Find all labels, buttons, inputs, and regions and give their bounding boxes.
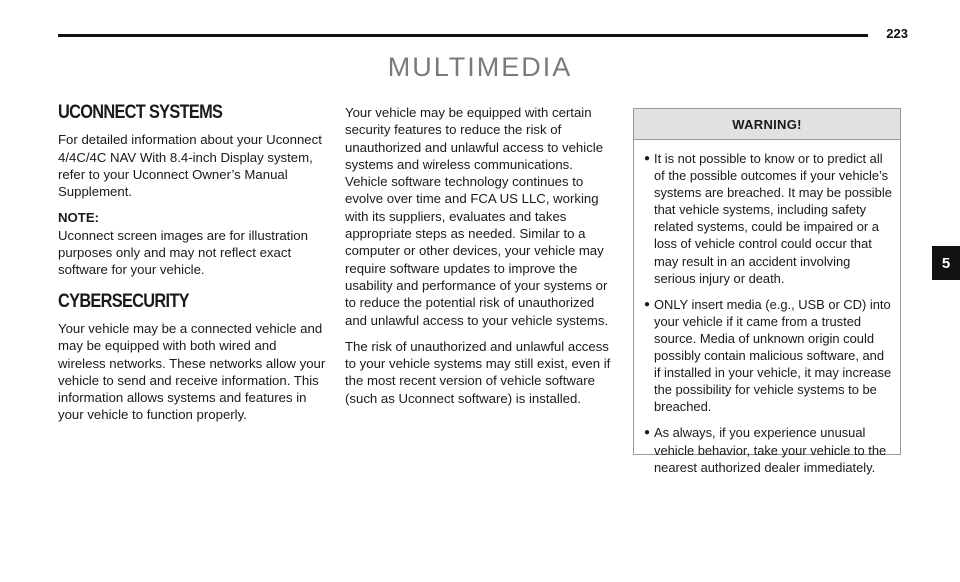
- warning-title: WARNING!: [634, 109, 900, 140]
- warning-item: [644, 150, 894, 287]
- warning-item-text: As always, if you experience unusual vehicle behavior, take your vehicle to the nearest authorized dealer immediately.: [654, 425, 887, 475]
- bullet-icon: ●: [644, 427, 651, 439]
- uconnect-heading: UCONNECT SYSTEMS: [58, 102, 223, 123]
- cybersecurity-paragraph-3: The risk of unauthorized and unlawful access to your vehicle systems may still exist, even if the most recent version of vehicle software (such as Uconnect software) is installed.: [345, 338, 611, 406]
- uconnect-intro: For detailed information about your Uconnect 4/4C/4C NAV With 8.4-inch Display system, refer to your Uconnect Owner’s Manual Supplement.: [58, 132, 322, 200]
- warning-item: [644, 424, 894, 475]
- page-number: 223: [886, 26, 908, 41]
- warning-item-text: It is not possible to know or to predict all of the possible outcomes if your vehicle’s systems are breached. It may be possible that vehicle systems, including safety related systems, could be impaired or a loss of vehicle control could occur that may result in an accident involving serious injury or death.: [654, 151, 892, 286]
- chapter-tab[interactable]: 5: [932, 246, 960, 280]
- left-column: [58, 104, 326, 433]
- warning-item: [644, 296, 894, 416]
- note-label: NOTE:: [58, 210, 100, 226]
- cybersecurity-paragraph-2: Your vehicle may be equipped with certain security features to reduce the risk of unauthorized and unlawful access to vehicle systems and wireless communications. Vehicle software technology continues to evolve over time and FCA US LLC, working with its suppliers, evaluates and takes appropriate steps as needed. Similar to a computer or other devices, your vehicle may require software updates to improve the usability and performance of your systems or to reduce the potential risk of unauthorized and unlawful access to your vehicle systems.: [345, 105, 609, 328]
- chapter-title: MULTIMEDIA: [387, 52, 573, 82]
- bullet-icon: ●: [644, 153, 651, 164]
- warning-box: [633, 108, 901, 475]
- middle-column: [345, 104, 613, 416]
- cybersecurity-heading: CYBERSECURITY: [58, 290, 189, 312]
- warning-list: [634, 140, 900, 476]
- header-rule: [58, 34, 868, 37]
- cybersecurity-paragraph-1: Your vehicle may be a connected vehicle and may be equipped with both wired and wireless networks. These networks allow your vehicle to send and receive information. This information allows systems and features in your vehicle to function properly.: [58, 320, 326, 423]
- warning-item-text: ONLY insert media (e.g., USB or CD) into your vehicle if it came from a trusted source. Media of unknown origin could possibly contain malicious software, and if installed in your vehicle, it may increase the possibility for vehicle systems to be breached.: [654, 296, 892, 415]
- note-text: Uconnect screen images are for illustration purposes only and may not reflect exact software for your vehicle.: [58, 227, 308, 278]
- bullet-icon: ●: [644, 298, 651, 310]
